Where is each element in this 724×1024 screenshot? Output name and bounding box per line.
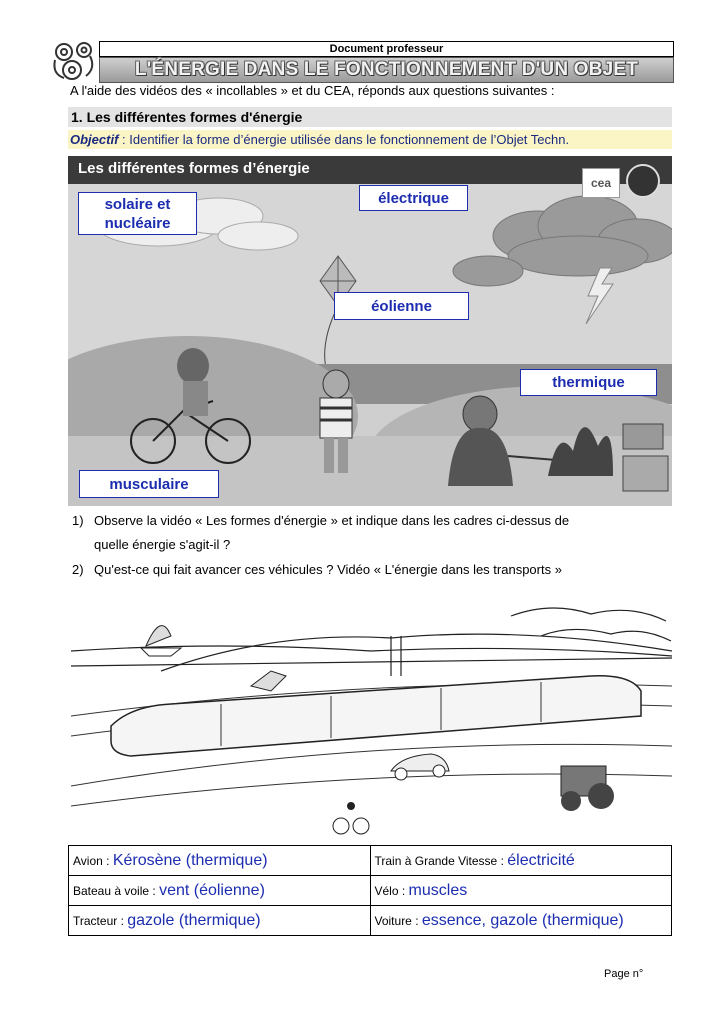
vehicle-answer: gazole (thermique) [127, 911, 261, 929]
label-box-eolienne: éolienne [334, 292, 469, 320]
label-box-solaire-nucleaire [78, 192, 197, 235]
document-type-label: Document professeur [99, 41, 674, 57]
table-cell [370, 846, 672, 876]
vehicle-label: Avion : [73, 853, 113, 868]
table-cell [69, 906, 371, 936]
intro-text: A l'aide des vidéos des « incollables » et du CEA, réponds aux questions suivantes : [70, 83, 555, 98]
question-2 [72, 558, 562, 582]
table-cell [69, 846, 371, 876]
label-solaire-line1: solaire et [104, 195, 171, 213]
incollables-logo-icon [626, 164, 660, 198]
vehicle-label: Bateau à voile : [73, 883, 160, 898]
energy-forms-illustration [68, 156, 672, 506]
question-1-line2: quelle énergie s'agit-il ? [94, 537, 231, 552]
question-2-line1: Qu'est-ce qui fait avancer ces véhicules ? Vidéo « L'énergie dans les transports » [94, 562, 562, 577]
label-box-solaire-nucleaire-text [105, 195, 171, 233]
table-cell [370, 876, 672, 906]
page-title: L'ÉNERGIE DANS LE FONCTIONNEMENT D'UN OBJET [134, 59, 639, 80]
section-heading: 1. Les différentes formes d'énergie [68, 107, 672, 127]
objective-text: : Identifier la forme d’énergie utilisée dans le fonctionnement de l’Objet Techn. [118, 132, 570, 147]
objective-label: Objectif [70, 132, 119, 147]
vehicles-energy-table [68, 845, 672, 936]
vehicle-label: Tracteur : [73, 913, 128, 928]
label-box-electrique: électrique [359, 185, 468, 211]
transport-illustration [71, 596, 672, 846]
question-1 [72, 509, 569, 557]
cea-logo: cea [582, 168, 620, 198]
table-cell [370, 906, 672, 936]
question-2-number: 2) [72, 562, 84, 577]
vehicle-label: Vélo : [374, 883, 409, 898]
label-box-thermique: thermique [520, 369, 657, 396]
vehicle-answer: électricité [507, 851, 575, 869]
decorative-swirl-logo-icon [50, 40, 100, 82]
table-row [69, 846, 672, 876]
question-1-line1: Observe la vidéo « Les formes d'énergie » et indique dans les cadres ci-dessus de [94, 513, 570, 528]
vehicle-label: Voiture : [374, 913, 422, 928]
vehicle-answer: Kérosène (thermique) [112, 851, 268, 869]
vehicle-answer: muscles [408, 881, 468, 899]
table-row [69, 906, 672, 936]
page-number: Page n° [604, 968, 644, 980]
page-title-bar [99, 57, 674, 83]
table-cell [69, 876, 371, 906]
question-1-number: 1) [72, 513, 84, 528]
label-box-musculaire: musculaire [79, 470, 219, 498]
vehicle-answer: essence, gazole (thermique) [421, 911, 624, 929]
vehicle-label: Train à Grande Vitesse : [374, 853, 508, 868]
transport-scene-drawing [71, 596, 672, 846]
label-solaire-line2: nucléaire [104, 214, 171, 232]
table-row [69, 876, 672, 906]
objective-line [68, 130, 672, 149]
vehicle-answer: vent (éolienne) [159, 881, 265, 899]
scene-title: Les différentes formes d’énergie [78, 160, 310, 177]
